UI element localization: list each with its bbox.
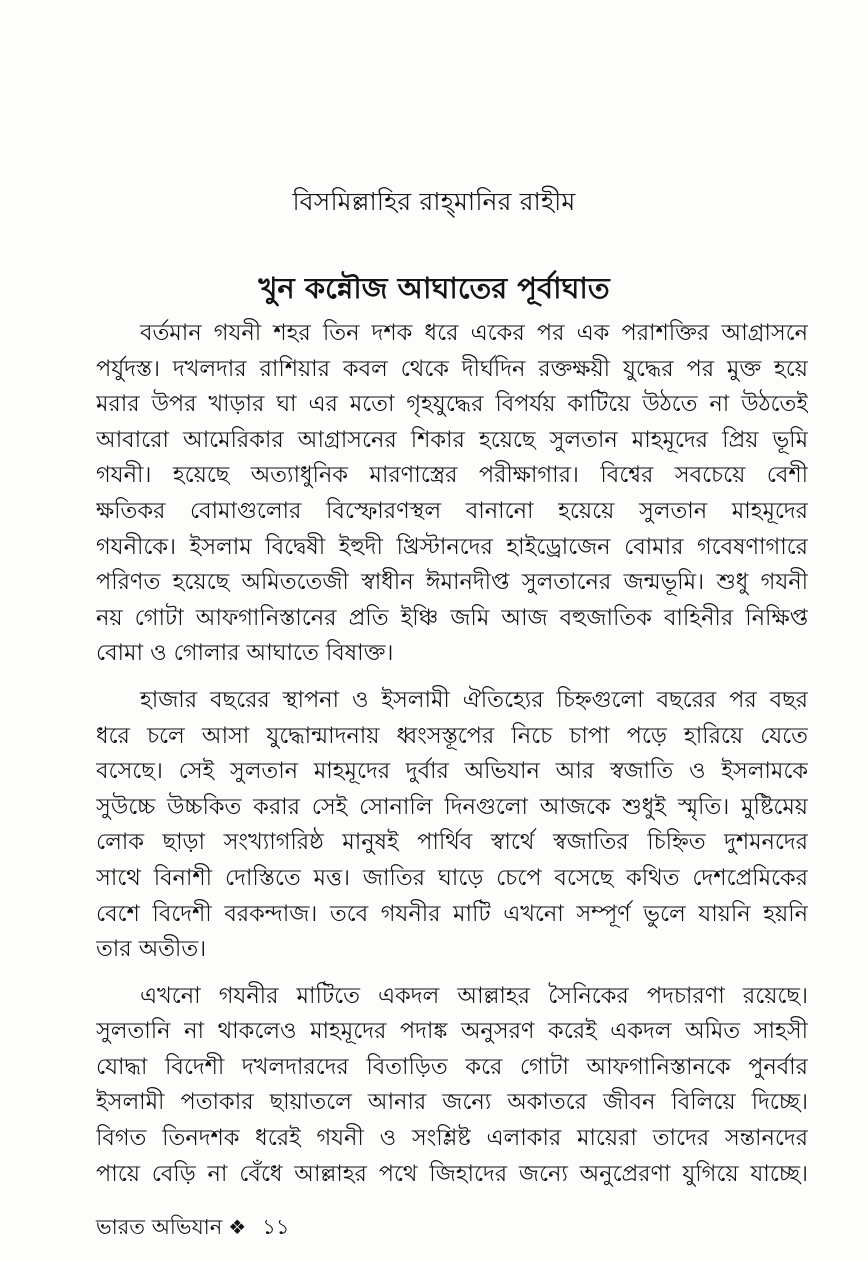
footer-book-title: ভারত অভিযান [96,1215,223,1239]
text-line: মরার উপর খাড়ার ঘা এর মতো গৃহযুদ্ধের বিপর্যয় কাটিয়ে উঠতে না উঠতেই [96,391,808,418]
text-line: পরিণত হয়েছে অমিততেজী স্বাধীন ঈমানদীপ্ত সুলতানের জন্মভূমি। শুধু গযনী [96,569,808,596]
text-line: গযনীকে। ইসলাম বিদ্বেষী ইহুদী খ্রিস্টানদের হাইড্রোজেন বোমার গবেষণাগারে [96,533,808,560]
text-line: ক্ষতিকর বোমাগুলোর বিস্ফোরণস্থল বানানো হয়েয়ে সুলতান মাহমূদের [96,497,808,524]
text-line: গযনী। হয়েছে অত্যাধুনিক মারণাস্ত্রের পরীক্ষাগার। বিশ্বের সবচেয়ে বেশী [96,462,808,489]
text-line: এখনো গযনীর মাটিতে একদল আল্লাহর সৈনিকের পদচারণা রয়েছে। [140,982,808,1009]
chapter-title: খুন কন্নৌজ আঘাতের পূর্বাঘাত [258,271,610,305]
text-line: আবারো আমেরিকার আগ্রাসনের শিকার হয়েছে সুলতান মাহমূদের প্রিয় ভূমি [96,426,808,453]
text-line: বেশে বিদেশী বরকন্দাজ। তবে গযনীর মাটি এখনো সম্পূর্ণ ভুলে যায়নি হয়নি [96,900,808,927]
diamond-ornament-icon: ❖ [228,1215,247,1239]
text-line: ইসলামী পতাকার ছায়াতলে আনার জন্যে অকাতরে জীবন বিলিয়ে দিচ্ছে। [96,1089,808,1116]
text-line: সুলতানি না থাকলেও মাহমূদের পদাঙ্ক অনুসরণ করেই একদল অমিত সাহসী [96,1018,808,1045]
paragraph-3 [96,979,808,1193]
text-line: যোদ্ধা বিদেশী দখলদারদের বিতাড়িত করে গোটা আফগানিস্তানকে পুনর্বার [96,1053,808,1080]
text-line: লোক ছাড়া সংখ্যাগরিষ্ঠ মানুষই পার্থিব স্বার্থে স্বজাতির চিহ্নিত দুশমনদের [96,829,808,856]
text-line: ধরে চলে আসা যুদ্ধোন্মাদনায় ধ্বংসস্তূপের নিচে চাপা পড়ে হারিয়ে যেতে [96,722,808,749]
text-line: বর্তমান গযনী শহর তিন দশক ধরে একের পর এক পরাশক্তির আগ্রাসনে [140,320,808,346]
body-text [96,316,808,1192]
text-line: পায়ে বেড়ি না বেঁধে আল্লাহর পথে জিহাদের জন্যে অনুপ্রেরণা যুগিয়ে যাচ্ছে। [96,1160,808,1187]
text-line: সাথে বিনাশী দোস্তিতে মত্ত। জাতির ঘাড়ে চেপে বসেছে কথিত দেশপ্রেমিকের [96,864,808,891]
text-line: বসেছে। সেই সুলতান মাহমূদের দুর্বার অভিযান আর স্বজাতি ও ইসলামকে [96,758,808,785]
page-footer [96,1212,290,1242]
text-line: পর্যুদস্ত। দখলদার রাশিয়ার কবল থেকে দীর্ঘদিন রক্তক্ষয়ী যুদ্ধের পর মুক্ত হয়ে [96,355,808,382]
page-number: ১১ [262,1215,290,1239]
basmala-heading: বিসমিল্লাহির রাহ্‌মানির রাহীম [292,187,576,216]
text-line: সুউচ্চে উচ্চকিত করার সেই সোনালি দিনগুলো আজকে শুধুই স্মৃতি। মুষ্টিমেয় [96,793,808,820]
text-line: বোমা ও গোলার আঘাতে বিষাক্ত। [96,640,394,667]
text-line: নয় গোটা আফগানিস্তানের প্রতি ইঞ্চি জমি আজ বহুজাতিক বাহিনীর নিক্ষিপ্ত [96,604,808,631]
paragraph-2 [96,683,808,968]
paragraph-1 [96,316,808,672]
text-line: বিগত তিনদশক ধরেই গযনী ও সংশ্লিষ্ট এলাকার মায়েরা তাদের সন্তানদের [96,1125,808,1152]
text-line: হাজার বছরের স্থাপনা ও ইসলামী ঐতিহ্যের চিহ্নগুলো বছরের পর বছর [140,686,808,713]
text-line: তার অতীত। [96,936,207,963]
